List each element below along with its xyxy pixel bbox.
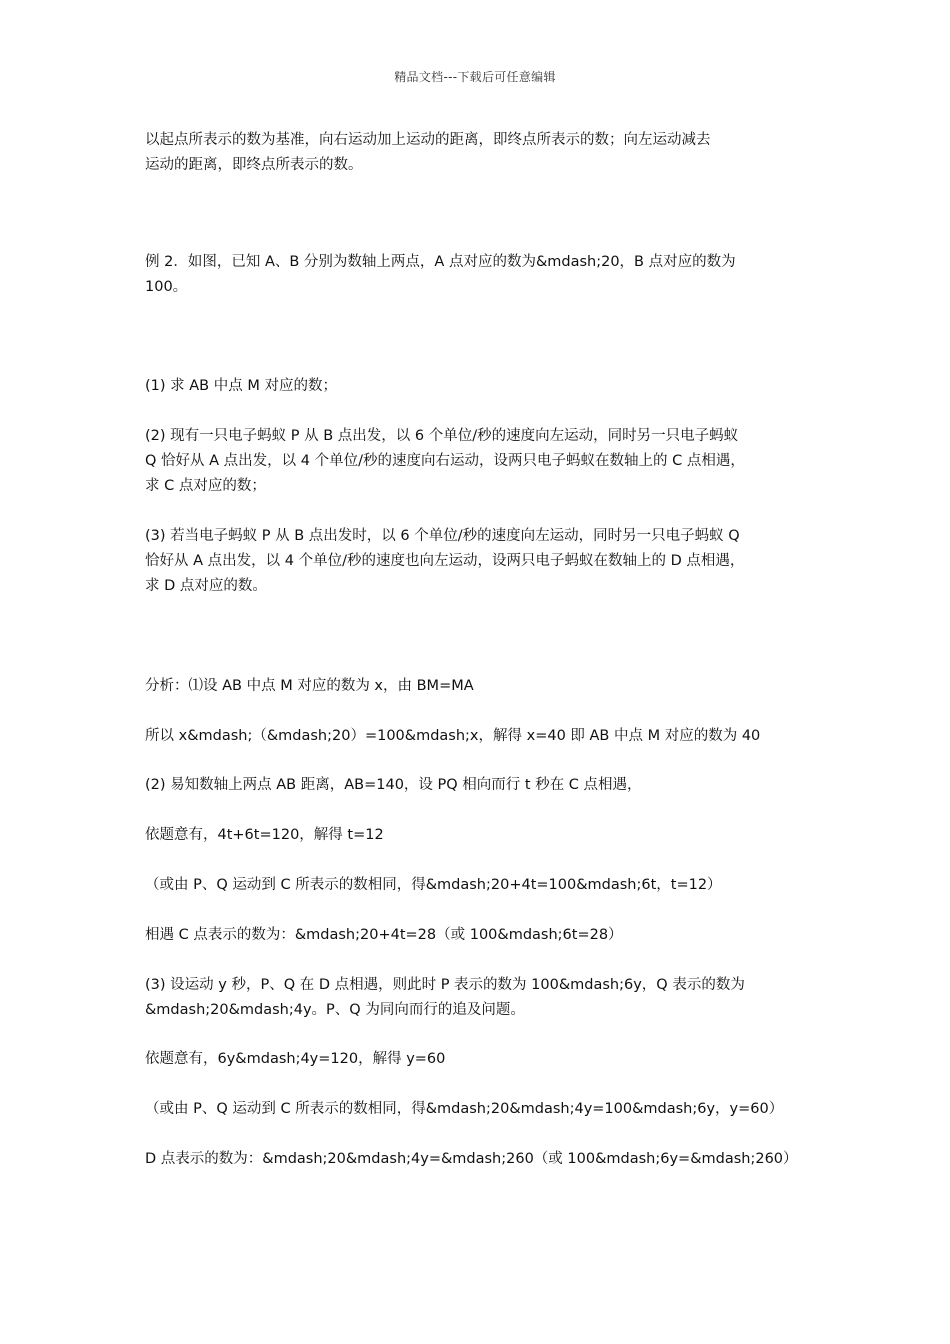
paragraph-line: 求 C 点对应的数； (145, 478, 266, 494)
paragraph-line: &mdash;20&mdash;4y。P、Q 为同向而行的追及问题。 (145, 1002, 525, 1018)
analysis-step (145, 724, 760, 749)
paragraph-line: 例 2．如图，已知 A、B 分别为数轴上两点，A 点对应的数为&mdash;20，B 点对应的数为 (145, 254, 736, 270)
analysis-step (145, 1147, 798, 1172)
paragraph-line: 恰好从 A 点出发，以 4 个单位/秒的速度也向左运动，设两只电子蚂蚁在数轴上的 D 点相遇， (145, 553, 745, 569)
paragraph-line: 求 D 点对应的数。 (145, 578, 267, 594)
paragraph-line: 依题意有，6y&mdash;4y=120，解得 y=60 (145, 1051, 446, 1067)
paragraph-line: 所以 x&mdash;（&mdash;20）=100&mdash;x，解得 x=40 即 AB 中点 M 对应的数为 40 (145, 728, 761, 744)
analysis-intro (145, 674, 474, 699)
paragraph-line: 相遇 C 点表示的数为：&mdash;20+4t=28（或 100&mdash;6t=28） (145, 927, 623, 943)
analysis-step (145, 1097, 783, 1122)
question-2 (145, 424, 745, 499)
paragraph-line: (3) 设运动 y 秒，P、Q 在 D 点相遇，则此时 P 表示的数为 100&mdash;6y，Q 表示的数为 (145, 977, 745, 993)
page-header: 精品文档---下载后可任意编辑 (394, 70, 556, 84)
paragraph-line: （或由 P、Q 运动到 C 所表示的数相同，得&mdash;20+4t=100&mdash;6t，t=12） (145, 877, 722, 893)
analysis-step (145, 973, 745, 1023)
paragraph-line: (1) 求 AB 中点 M 对应的数； (145, 378, 337, 394)
paragraph-line: 运动的距离，即终点所表示的数。 (145, 157, 363, 173)
paragraph-intro (145, 128, 711, 178)
paragraph-line: 依题意有，4t+6t=120，解得 t=12 (145, 827, 384, 843)
paragraph-line: 100。 (145, 279, 188, 295)
analysis-step (145, 923, 623, 948)
paragraph-line: D 点表示的数为：&mdash;20&mdash;4y=&mdash;260（或 100&mdash;6y=&mdash;260） (145, 1151, 798, 1167)
example-2-statement (145, 250, 736, 300)
question-1 (145, 374, 337, 399)
paragraph-line: (3) 若当电子蚂蚁 P 从 B 点出发时，以 6 个单位/秒的速度向左运动，同时另一只电子蚂蚁 Q (145, 528, 740, 544)
paragraph-line: 分析：⑴设 AB 中点 M 对应的数为 x，由 BM=MA (145, 678, 474, 694)
analysis-step (145, 1047, 445, 1072)
paragraph-line: Q 恰好从 A 点出发，以 4 个单位/秒的速度向右运动，设两只电子蚂蚁在数轴上的 C 点相遇， (145, 453, 745, 469)
paragraph-line: 以起点所表示的数为基准，向右运动加上运动的距离，即终点所表示的数；向左运动减去 (145, 132, 711, 148)
analysis-step (145, 823, 384, 848)
analysis-step (145, 873, 722, 898)
paragraph-line: (2) 现有一只电子蚂蚁 P 从 B 点出发，以 6 个单位/秒的速度向左运动，同时另一只电子蚂蚁 (145, 428, 739, 444)
paragraph-line: （或由 P、Q 运动到 C 所表示的数相同，得&mdash;20&mdash;4y=100&mdash;6y，y=60） (145, 1101, 784, 1117)
paragraph-line: (2) 易知数轴上两点 AB 距离，AB=140，设 PQ 相向而行 t 秒在 C 点相遇， (145, 777, 642, 793)
analysis-step (145, 773, 642, 798)
question-3 (145, 524, 744, 599)
